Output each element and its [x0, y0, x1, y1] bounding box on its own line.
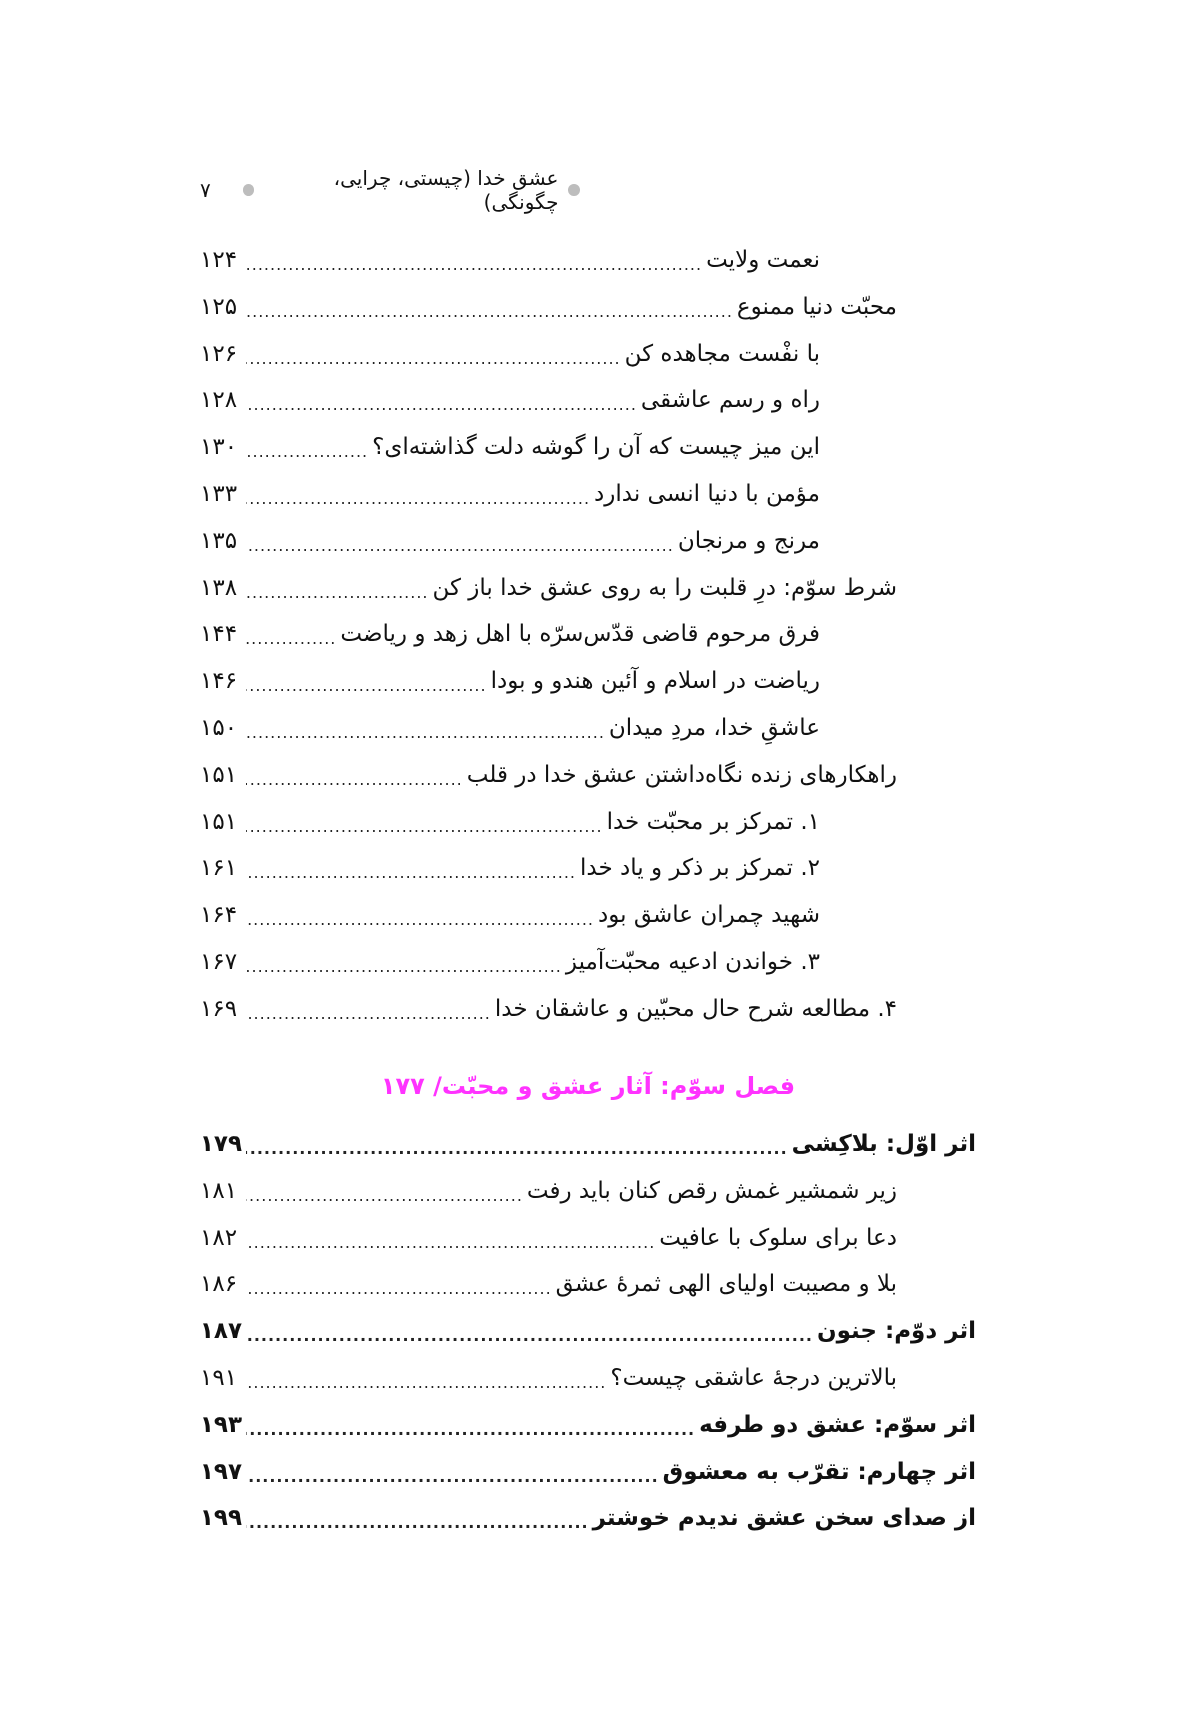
dot-leader — [246, 1274, 552, 1304]
dot-leader — [246, 1462, 659, 1492]
toc-entry-page: ۱۲۴ — [200, 247, 238, 273]
dot-leader — [246, 999, 491, 1029]
toc-entry-page: ۱۴۶ — [200, 668, 238, 695]
toc-entry[interactable] — [200, 1124, 976, 1164]
dot-leader — [246, 531, 674, 561]
toc-entry-title: زیر شمشیر غمش رقص کنان باید رفت — [526, 1177, 897, 1204]
toc-entry-title: از صدای سخن عشق ندیدم خوشتر — [592, 1505, 976, 1532]
toc-entry[interactable] — [200, 427, 820, 467]
bullet-dot-icon — [568, 184, 580, 196]
toc-entry-page: ۱۶۱ — [200, 855, 238, 882]
page-number: ۷ — [200, 178, 211, 202]
toc-entry[interactable] — [200, 989, 897, 1029]
running-header — [200, 166, 580, 214]
toc-entry[interactable] — [200, 895, 820, 935]
dot-leader — [246, 858, 576, 888]
dot-leader — [246, 344, 621, 374]
toc-entry-page: ۱۹۹ — [199, 1505, 242, 1532]
dot-leader — [246, 952, 562, 982]
toc-entry-page: ۱۸۲ — [200, 1224, 238, 1251]
toc-entry-page: ۱۸۶ — [200, 1271, 238, 1298]
toc-entry-title: مرنج و مرنجان — [677, 527, 820, 554]
toc-entry-title: اثر سوّم: عشق دو طرفه — [699, 1411, 976, 1438]
toc-entry-title: ۲. تمرکز بر ذکر و یاد خدا — [580, 855, 820, 882]
toc-entry-page: ۱۲۶ — [200, 340, 238, 367]
dot-leader — [246, 1134, 788, 1164]
toc-entry-title: بلا و مصیبت اولیای الهی ثمرهٔ عشق — [555, 1271, 897, 1298]
toc-entry-page: ۱۳۰ — [200, 434, 238, 461]
toc-entry[interactable] — [200, 521, 820, 561]
toc-entry-page: ۱۶۷ — [200, 949, 238, 975]
chapter-heading[interactable]: فصل سوّم: آثار عشق و محبّت/ ۱۷۷ — [380, 1072, 796, 1100]
dot-leader — [246, 1228, 655, 1258]
toc-entry-page: ۱۹۱ — [200, 1365, 238, 1391]
dot-leader — [246, 765, 463, 795]
toc-entry-title: محبّت دنیا ممنوع — [736, 293, 897, 320]
toc-entry-title: با نفْست مجاهده کن — [624, 340, 820, 367]
dot-leader — [246, 578, 429, 608]
toc-entry-title: ریاضت در اسلام و آئین هندو و بودا — [490, 668, 820, 695]
toc-entry[interactable] — [200, 334, 820, 374]
toc-entry[interactable] — [200, 1358, 897, 1398]
toc-entry-page: ۱۴۴ — [200, 621, 238, 648]
dot-leader — [246, 437, 368, 467]
toc-entry-title: نعمت ولایت — [706, 247, 820, 273]
dot-leader — [246, 390, 637, 420]
toc-entry-page: ۱۹۷ — [199, 1458, 242, 1485]
toc-entry[interactable] — [200, 942, 820, 982]
dot-leader — [246, 624, 336, 654]
toc-entry[interactable] — [200, 708, 820, 748]
toc-entry[interactable] — [200, 240, 820, 280]
toc-entry-page: ۱۵۱ — [200, 761, 238, 788]
dot-leader — [246, 1368, 606, 1398]
toc-entry[interactable] — [200, 1452, 976, 1492]
toc-entry[interactable] — [200, 1218, 897, 1258]
toc-entry[interactable] — [200, 1311, 976, 1351]
toc-entry-title: اثر اوّل: بلاکِشی — [791, 1131, 976, 1157]
toc-entry-title: این میز چیست که آن را گوشه دلت گذاشته‌ای؟ — [372, 434, 820, 461]
toc-entry[interactable] — [200, 1171, 897, 1211]
toc-entry-page: ۱۹۳ — [199, 1411, 242, 1438]
toc-entry-page: ۱۸۱ — [200, 1177, 238, 1204]
dot-leader — [246, 718, 605, 748]
toc-entry-page: ۱۲۸ — [200, 387, 238, 414]
toc-entry[interactable] — [200, 802, 820, 842]
toc-entry-page: ۱۳۳ — [200, 481, 238, 507]
dot-leader — [246, 1321, 813, 1351]
toc-entry-title: بالاترین درجهٔ عاشقی چیست؟ — [610, 1365, 897, 1391]
toc-entry-page: ۱۵۱ — [200, 808, 238, 835]
toc-entry-title: اثر دوّم: جنون — [816, 1318, 976, 1345]
toc-entry-page: ۱۳۸ — [200, 574, 238, 601]
toc-entry-title: راه و رسم عاشقی — [640, 387, 820, 414]
toc-entry-title: دعا برای سلوک با عافیت — [659, 1224, 897, 1251]
toc-entry[interactable] — [200, 1264, 897, 1304]
toc-entry[interactable] — [200, 661, 820, 701]
toc-entry-page: ۱۵۰ — [200, 715, 238, 741]
dot-leader — [246, 1181, 523, 1211]
toc-entry-page: ۱۲۵ — [200, 293, 238, 320]
toc-entry-title: ۱. تمرکز بر محبّت خدا — [606, 808, 820, 835]
toc-entry-title: شرط سوّم: درِ قلبت را به روی عشق خدا باز کن — [432, 574, 897, 601]
toc-entry-title: راهکارهای زنده نگاه‌داشتن عشق خدا در قلب — [466, 761, 897, 788]
toc-entry-title: ۳. خواندن ادعیه محبّت‌آمیز — [565, 949, 820, 975]
toc-entry-title: فرق مرحوم قاضی قدّس‌سرّه با اهل زهد و ریاضت — [340, 621, 820, 648]
toc-entry[interactable] — [200, 380, 820, 420]
toc-entry-page: ۱۸۷ — [199, 1318, 242, 1345]
toc-entry[interactable] — [200, 848, 820, 888]
dot-leader — [246, 905, 594, 935]
toc-entry-page: ۱۶۴ — [200, 902, 238, 929]
dot-leader — [246, 297, 733, 327]
toc-entry[interactable] — [200, 755, 897, 795]
toc-entry-title: عاشقِ خدا، مردِ میدان — [608, 715, 820, 741]
toc-entry-title: اثر چهارم: تقرّب به معشوق — [662, 1458, 976, 1485]
dot-leader — [246, 1508, 589, 1538]
dot-leader — [246, 250, 702, 280]
dot-leader — [246, 484, 590, 514]
toc-entry-page: ۱۷۹ — [199, 1131, 242, 1157]
book-title: عشق خدا (چیستی، چرایی، چگونگی) — [333, 166, 559, 214]
dot-leader — [246, 1415, 695, 1445]
toc-entry[interactable] — [200, 474, 820, 514]
toc-entry-title: ۴. مطالعه شرح حال محبّین و عاشقان خدا — [494, 995, 897, 1022]
toc-entry[interactable] — [200, 1405, 976, 1445]
toc-entry[interactable] — [200, 1498, 976, 1538]
toc-entry-page: ۱۳۵ — [200, 527, 238, 554]
toc-entry[interactable] — [200, 287, 897, 327]
toc-entry[interactable] — [200, 614, 820, 654]
toc-entry-title: مؤمن با دنیا انسی ندارد — [594, 481, 820, 507]
dot-leader — [246, 812, 603, 842]
bullet-dot-icon — [243, 184, 255, 196]
toc-entry[interactable] — [200, 568, 897, 608]
toc-entry-title: شهید چمران عاشق بود — [597, 902, 820, 929]
dot-leader — [246, 671, 487, 701]
toc-entry-page: ۱۶۹ — [200, 995, 238, 1022]
